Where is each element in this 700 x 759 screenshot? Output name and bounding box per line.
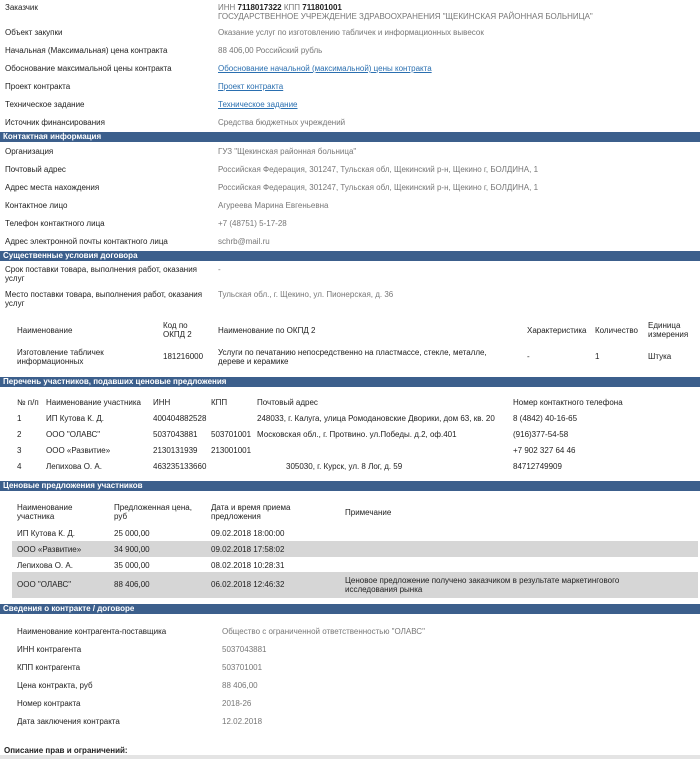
participant-num: 2 [17, 430, 22, 439]
contract-inn-value: 5037043881 [222, 645, 267, 654]
terms-row-characteristic: - [527, 352, 530, 361]
offer-name: ИП Кутова К. Д. [17, 529, 75, 538]
offer-note: Ценовое предложение получено заказчиком в результате маркетингового исследования рынка [345, 576, 620, 594]
participant-num: 3 [17, 446, 22, 455]
terms-th-quantity: Количество [595, 326, 638, 335]
supplier-value: Общество с ограниченной ответственностью "ОЛАВС" [222, 627, 425, 636]
participant-address: Московская обл., г. Протвино. ул.Победы. д.2, оф.401 [257, 430, 457, 439]
terms-th-unit: Единица измерения [648, 321, 689, 339]
terms-row-name: Изготовление табличек информационных [17, 348, 104, 366]
phone-label: Телефон контактного лица [5, 219, 105, 228]
terms-th-okpd-code: Код по ОКПД 2 [163, 321, 192, 339]
terms-row-okpd-code: 181216000 [163, 352, 204, 361]
terms-row-unit: Штука [648, 352, 672, 361]
participant-num: 1 [17, 414, 22, 423]
tz-link[interactable]: Техническое задание [218, 100, 298, 109]
org-value: ГУЗ "Щекинская районная больница" [218, 147, 357, 156]
participants-th-name: Наименование участника [46, 398, 141, 407]
postal-label: Почтовый адрес [5, 165, 66, 174]
participant-inn: 400404882528 [153, 414, 207, 423]
participant-phone: 84712749909 [513, 462, 562, 471]
customer-kpp-label: КПП [283, 3, 301, 12]
place-value: Тульская обл., г. Щекино, ул. Пионерская, д. 36 [218, 290, 394, 299]
contract-price-value: 88 406,00 [222, 681, 258, 690]
customer-inn: 7118017322 [237, 3, 282, 12]
offer-datetime: 09.02.2018 17:58:02 [211, 545, 285, 554]
offer-datetime: 09.02.2018 18:00:00 [211, 529, 285, 538]
email-value: schrb@mail.ru [218, 237, 270, 246]
offer-price: 34 900,00 [114, 545, 150, 554]
participant-kpp: 503701001 [211, 430, 252, 439]
email-label: Адрес электронной почты контактного лица [5, 237, 168, 246]
funding-label: Источник финансирования [5, 118, 105, 127]
offers-th-price: Предложенная цена, руб [114, 503, 192, 521]
offers-section-header: Ценовые предложения участников [0, 481, 700, 491]
contract-number-value: 2018-26 [222, 699, 252, 708]
customer-inn-label: ИНН [218, 3, 236, 12]
terms-section-header: Существенные условия договора [0, 251, 700, 261]
customer-label: Заказчик [5, 3, 38, 12]
participants-th-address: Почтовый адрес [257, 398, 318, 407]
contract-inn-label: ИНН контрагента [17, 645, 82, 654]
participant-name: ООО "ОЛАВС" [46, 430, 101, 439]
justification-link[interactable]: Обоснование начальной (максимальной) цены контракта [218, 64, 432, 73]
project-label: Проект контракта [5, 82, 71, 91]
justification-label: Обоснование максимальной цены контракта [5, 64, 172, 73]
contract-price-label: Цена контракта, руб [17, 681, 93, 690]
participant-phone: 8 (4842) 40-16-65 [513, 414, 578, 423]
contract-number-label: Номер контракта [17, 699, 81, 708]
rights-title: Описание прав и ограничений: [4, 746, 128, 755]
customer-name: ГОСУДАРСТВЕННОЕ УЧРЕЖДЕНИЕ ЗДРАВООХРАНЕНИЯ "ЩЕКИНСКАЯ РАЙОННАЯ БОЛЬНИЦА" [218, 12, 593, 21]
location-label: Адрес места нахождения [5, 183, 100, 192]
terms-th-characteristic: Характеристика [527, 326, 587, 335]
offers-th-datetime: Дата и время приема предложения [211, 503, 291, 521]
participant-kpp: 213001001 [211, 446, 252, 455]
tz-label: Техническое задание [5, 100, 85, 109]
offer-price: 35 000,00 [114, 561, 150, 570]
customer-inn-kpp [218, 3, 342, 12]
object-label: Объект закупки [5, 28, 63, 37]
offers-th-note: Примечание [345, 508, 392, 517]
project-link[interactable]: Проект контракта [218, 82, 284, 91]
terms-row-quantity: 1 [595, 352, 600, 361]
terms-th-name: Наименование [17, 326, 73, 335]
offer-name: ООО "ОЛАВС" [17, 580, 72, 589]
funding-value: Средства бюджетных учреждений [218, 118, 346, 127]
bottom-divider [0, 755, 700, 759]
postal-value: Российская Федерация, 301247, Тульская обл, Щекинский р-н, Щекино г, БОЛДИНА, 1 [218, 165, 539, 174]
price-label: Начальная (Максимальная) цена контракта [5, 46, 168, 55]
offer-datetime: 06.02.2018 12:46:32 [211, 580, 285, 589]
participants-th-kpp: КПП [211, 398, 228, 407]
deadline-label: Срок поставки товара, выполнения работ, оказания услуг [5, 265, 197, 283]
phone-value: +7 (48751) 5-17-28 [218, 219, 287, 228]
offer-price: 25 000,00 [114, 529, 150, 538]
contract-date-value: 12.02.2018 [222, 717, 263, 726]
participants-th-num: № п/п [17, 398, 39, 407]
offer-name: ООО «Развитие» [17, 545, 82, 554]
deadline-value: - [218, 265, 221, 274]
contract-kpp-value: 503701001 [222, 663, 263, 672]
participant-name: ИП Кутова К. Д. [46, 414, 104, 423]
participant-inn: 5037043881 [153, 430, 198, 439]
supplier-label: Наименование контрагента-поставщика [17, 627, 167, 636]
participant-address: 305030, г. Курск, ул. 8 Лог, д. 59 [286, 462, 403, 471]
participants-th-phone: Номер контактного телефона [513, 398, 623, 407]
participants-section-header: Перечень участников, подавших ценовые предложения [0, 377, 700, 387]
participant-phone: +7 902 327 64 46 [513, 446, 576, 455]
contract-section-header: Сведения о контракте / договоре [0, 604, 700, 614]
contact-section-header: Контактная информация [0, 132, 700, 142]
offer-datetime: 08.02.2018 10:28:31 [211, 561, 285, 570]
contract-date-label: Дата заключения контракта [17, 717, 120, 726]
participant-name: ООО «Развитие» [46, 446, 111, 455]
participant-inn: 463235133660 [153, 462, 207, 471]
place-label: Место поставки товара, выполнения работ, оказания услуг [5, 290, 203, 308]
participant-address: 248033, г. Калуга, улица Ромодановские Дворики, дом 63, кв. 20 [257, 414, 495, 423]
person-value: Агуреева Марина Евгеньевна [218, 201, 329, 210]
contract-kpp-label: КПП контрагента [17, 663, 81, 672]
terms-th-okpd-name: Наименование по ОКПД 2 [218, 326, 316, 335]
person-label: Контактное лицо [5, 201, 68, 210]
location-value: Российская Федерация, 301247, Тульская обл, Щекинский р-н, Щекино г, БОЛДИНА, 1 [218, 183, 539, 192]
offers-th-name: Наименование участника [17, 503, 73, 521]
customer-kpp: 711801001 [302, 3, 342, 12]
participant-name: Лепихова О. А. [46, 462, 102, 471]
object-value: Оказание услуг по изготовлению табличек и информационных вывесок [218, 28, 484, 37]
offer-name: Лепихова О. А. [17, 561, 73, 570]
org-label: Организация [5, 147, 54, 156]
participant-num: 4 [17, 462, 22, 471]
participant-phone: (916)377-54-58 [513, 430, 569, 439]
terms-row-okpd-name: Услуги по печатанию непосредственно на пластмассе, стекле, металле, дереве и керамике [218, 348, 487, 366]
participant-inn: 2130131939 [153, 446, 198, 455]
price-value: 88 406,00 Российский рубль [218, 46, 323, 55]
participants-th-inn: ИНН [153, 398, 171, 407]
offer-price: 88 406,00 [114, 580, 150, 589]
